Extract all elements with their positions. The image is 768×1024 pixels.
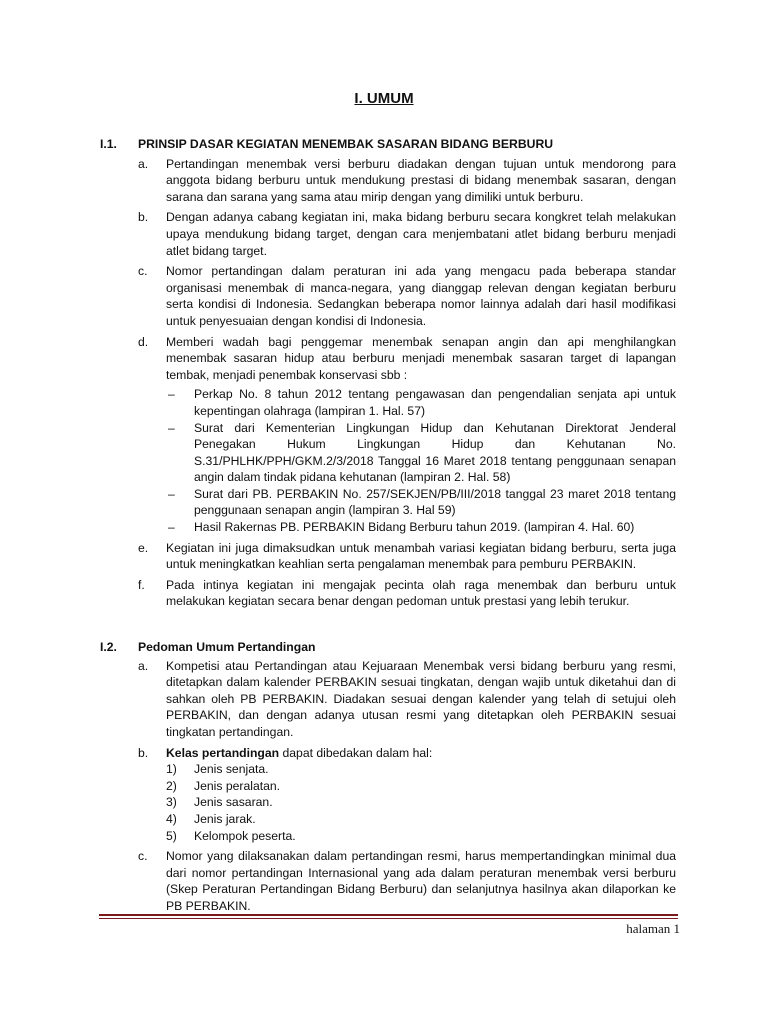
sub-item-text: Surat dari Kementerian Lingkungan Hidup dan Kehutanan Direktorat Jenderal Penegakan Hukum Lingkungan Hidup dan Kehutanan No. S.31/PHLHK/PPH/GKM.2/3/2018 Tanggal 16 Maret 2018 tentang penggunaan senapan angin dalam tindak pidana kehutanan (lampiran 2. Hal. 58)	[194, 420, 676, 485]
number-label: 3)	[166, 795, 177, 810]
list-item-a	[100, 658, 676, 741]
number-label: 5)	[166, 828, 177, 843]
item-text: Pada intinya kegiatan ini mengajak pecinta olah raga menembak dan berburu untuk melakukan kegiatan secara benar dengan pedoman untuk prestasi yang lebih terukur.	[166, 577, 676, 609]
number-label: 2)	[166, 778, 177, 793]
section-heading	[100, 639, 676, 656]
section-heading	[100, 136, 676, 153]
section-number: I.1.	[100, 137, 117, 151]
number-label: 1)	[166, 762, 177, 777]
numbered-text: Jenis jarak.	[194, 811, 256, 826]
item-text-rest: dapat dibedakan dalam hal:	[279, 745, 433, 760]
item-letter: b.	[138, 745, 149, 760]
item-letter: c.	[138, 264, 148, 279]
sub-item-text: Surat dari PB. PERBAKIN No. 257/SEKJEN/PB/III/2018 tanggal 23 maret 2018 tentang penggunaan senapan angin (lampiran 3. Hal 59)	[194, 486, 676, 518]
sub-item-text: Perkap No. 8 tahun 2012 tentang pengawasan dan pengendalian senjata api untuk kepentingan olahraga (lampiran 1. Hal. 57)	[194, 387, 676, 418]
numbered-item	[166, 778, 676, 795]
item-letter: e.	[138, 540, 149, 555]
numbered-text: Jenis peralatan.	[194, 778, 281, 793]
section-i2	[100, 639, 676, 915]
item-text: Nomor pertandingan dalam peraturan ini ada yang mengacu pada beberapa standar organisasi menembak di manca-negara, yang dianggap relevan dengan kegiatan berburu serta kondisi di Indonesia. Sedangkan beberapa nomor lainnya adalah dari hasil modifikasi untuk penyesuaian dengan kondisi di Indonesia.	[166, 264, 676, 328]
dash-bullet: –	[168, 486, 175, 501]
numbered-text: Jenis senjata.	[194, 762, 269, 777]
bold-term: Kelas pertandingan	[166, 745, 280, 760]
section-title: Pedoman Umum Pertandingan	[138, 640, 316, 654]
item-text: Kompetisi atau Pertandingan atau Kejuaraan Menembak versi bidang berburu yang resmi, ditetapkan dalam kalender PERBAKIN sesuai tingkatan, dengan wajib untuk diketahui dan di sahkan oleh PB PERBAKIN. Diadakan sesuai dengan kalender yang telah di setujui oleh PERBAKIN, dan dengan adanya utusan resmi yang ditetapkan oleh PERBAKIN sesuai tingkatan pertandingan.	[166, 658, 676, 739]
item-letter: a.	[138, 156, 149, 171]
sub-item	[166, 420, 676, 486]
numbered-item	[166, 794, 676, 811]
section-number: I.2.	[100, 640, 117, 654]
item-text: Dengan adanya cabang kegiatan ini, maka bidang berburu secara kongkret telah melakukan upaya mendukung bidang target, dengan cara menjembatani atlet bidang berburu menjadi atlet bidang target.	[166, 210, 676, 258]
sub-item-text: Hasil Rakernas PB. PERBAKIN Bidang Berburu tahun 2019. (lampiran 4. Hal. 60)	[194, 520, 635, 535]
list-item-b	[100, 745, 676, 845]
item-text: Nomor yang dilaksanakan dalam pertandingan resmi, harus mempertandingkan minimal dua dari nomor pertandingan Internasional yang ada dalam peraturan menembak versi berburu (Skep Peraturan Pertandingan Bidang Berburu) dan selanjutnya hasilnya akan dilaporkan ke PB PERBAKIN.	[166, 849, 676, 913]
sub-item	[166, 386, 676, 419]
list-item-f	[100, 577, 676, 610]
list-item-c	[100, 848, 676, 914]
list-item-c	[100, 263, 676, 329]
item-letter: d.	[138, 334, 149, 349]
number-label: 4)	[166, 811, 177, 826]
numbered-text: Jenis sasaran.	[194, 795, 273, 810]
page-number: halaman 1	[626, 921, 680, 936]
numbered-text: Kelompok peserta.	[194, 828, 296, 843]
sub-item	[166, 486, 676, 519]
item-letter: c.	[138, 849, 148, 864]
item-letter: b.	[138, 210, 149, 225]
page-title: I. UMUM	[354, 90, 414, 107]
list-item-d	[100, 334, 676, 536]
numbered-item	[166, 811, 676, 828]
numbered-item	[166, 761, 676, 778]
dash-bullet: –	[168, 387, 175, 402]
dash-bullet: –	[168, 520, 175, 535]
footer-rule-thick	[99, 914, 678, 916]
list-item-a	[100, 156, 676, 206]
item-text: Pertandingan menembak versi berburu diadakan dengan tujuan untuk mendorong para anggota bidang berburu untuk mendukung prestasi di bidang menembak sasaran, dengan sarana dan sarana yang sama atau mirip dengan yang dimiliki untuk berburu.	[166, 156, 676, 204]
item-letter: a.	[138, 658, 149, 673]
item-text	[166, 745, 676, 762]
list-item-b	[100, 209, 676, 259]
sub-item	[166, 519, 676, 536]
item-text: Kegiatan ini juga dimaksudkan untuk menambah variasi kegiatan bidang berburu, serta juga untuk meningkatkan keahlian serta pengalaman menembak para pemburu PERBAKIN.	[166, 540, 676, 572]
numbered-item	[166, 828, 676, 845]
list-item-e	[100, 540, 676, 573]
footer-rule-thin	[99, 918, 678, 919]
section-title: PRINSIP DASAR KEGIATAN MENEMBAK SASARAN BIDANG BERBURU	[138, 137, 554, 151]
section-i1	[100, 136, 676, 610]
item-letter: f.	[138, 577, 145, 592]
item-text: Memberi wadah bagi penggemar menembak senapan angin dan api menghilangkan menembak sasaran hidup atau berburu menjadi menembak sasaran target di lapangan tembak, menjadi penembak konservasi sbb :	[166, 334, 676, 382]
dash-bullet: –	[168, 420, 175, 435]
